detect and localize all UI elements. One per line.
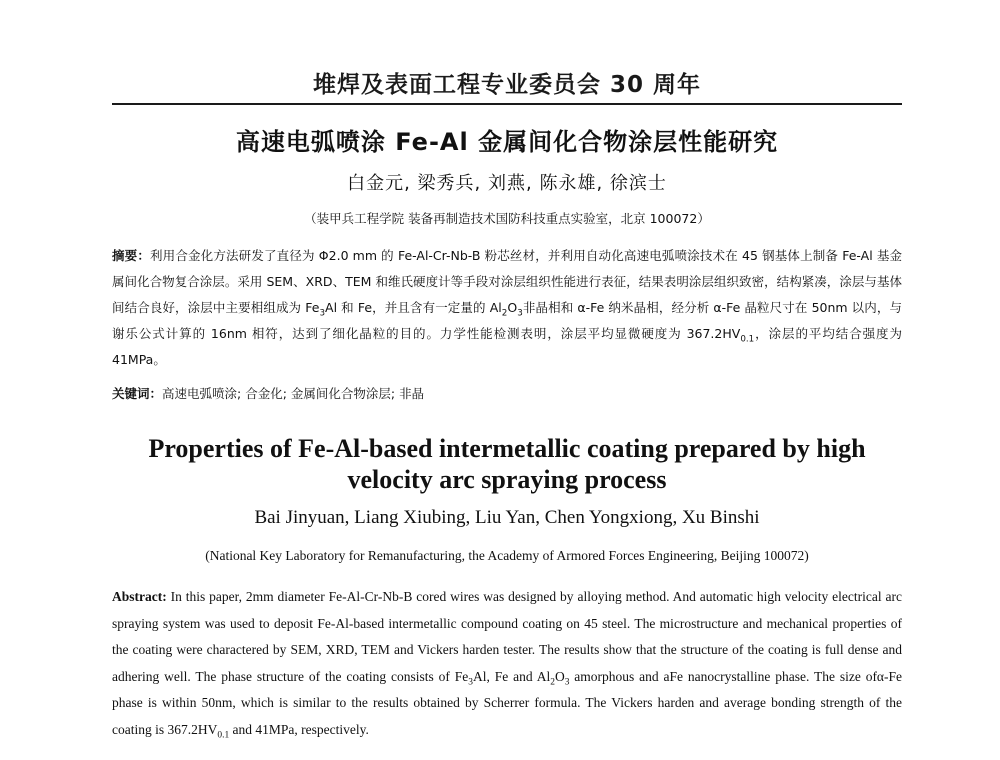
english-abstract-text: and 41MPa, respectively. — [229, 721, 369, 737]
chinese-title: 高速电弧喷涂 Fe-Al 金属间化合物涂层性能研究 — [235, 128, 779, 156]
english-abstract — [112, 584, 902, 744]
chinese-keywords-text: 高速电弧喷涂; 合金化; 金属间化合物涂层; 非晶 — [162, 386, 425, 401]
subscript: 3 — [319, 308, 326, 319]
chinese-abstract — [112, 243, 902, 373]
english-title-line: Properties of Fe-Al-based intermetallic coating prepared by high — [148, 434, 866, 463]
english-affiliation: (National Key Laboratory for Remanufacturing, the Academy of Armored Forces Engineering, Beijing 100072) — [205, 548, 809, 563]
subscript: 0.1 — [217, 730, 230, 741]
chinese-abstract-text: 非晶相和 α-Fe 纳米晶相，经分析 α-Fe 晶粒尺寸在 50nm 以内，与谢乐公式计算的 16nm 相符，达到了细化晶粒的目的。力学性能检测表明，涂层平均显微硬度为 367.2HV — [112, 300, 903, 341]
english-title-line: velocity arc spraying process — [347, 465, 667, 494]
chinese-abstract-text: O — [507, 300, 518, 315]
subscript: 3 — [517, 308, 523, 319]
english-authors: Bai Jinyuan, Liang Xiubing, Liu Yan, Chen Yongxiong, Xu Binshi — [254, 507, 760, 528]
subscript: 3 — [564, 677, 570, 688]
chinese-abstract-text: ，涂层的平均结合强度为 41MPa。 — [112, 326, 902, 367]
english-abstract-label: Abstract: — [112, 589, 167, 604]
chinese-keywords-label: 关键词： — [112, 386, 163, 401]
header-rule — [112, 103, 902, 105]
english-abstract-text: amorphous and aFe nanocrystalline phase. The size ofα-Fe phase is within 50nm, which is similar to the results obtained by Scherrer formula. The Vickers harden and average bonding strength of the coating is 367.2HV — [112, 668, 903, 737]
chinese-abstract-text: 利用合金化方法研发了直径为 Φ2.0 mm 的 Fe-Al-Cr-Nb-B 粉芯丝材，并利用自动化高速电弧喷涂技术在 45 钢基体上制备 Fe-Al 基金属间化合物复合涂层。采用 SEM、XRD、TEM 和维氏硬度计等手段对涂层组织性能进行表征，结果表明涂层组织致密，结构紧凑，涂层与基体间结合良好，涂层中主要相组成为 Fe — [112, 248, 902, 315]
subscript: 2 — [550, 677, 555, 688]
english-abstract-text: In this paper, 2mm diameter Fe-Al-Cr-Nb-B cored wires was designed by alloying method. And automatic high velocity electrical arc spraying system was used to deposit Fe-Al-based intermetallic compound coating on 45 steel. The microstructure and mechanical properties of the coating were charactered by SEM, XRD, TEM and Vickers harden tester. The results show that the structure of the coating is full dense and adhering well. The phase structure of the coating consists of Fe — [112, 589, 902, 684]
chinese-abstract-label: 摘要： — [112, 248, 150, 263]
english-abstract-text: O — [554, 668, 565, 684]
subscript: 0.1 — [740, 334, 755, 345]
chinese-abstract-text: Al 和 Fe，并且含有一定量的 Al — [325, 300, 502, 315]
subscript: 2 — [501, 308, 508, 319]
chinese-keywords — [112, 384, 902, 402]
section-header: 堆焊及表面工程专业委员会 30 周年 — [312, 72, 702, 98]
english-title — [112, 433, 902, 495]
chinese-affiliation: （装甲兵工程学院 装备再制造技术国防科技重点实验室，北京 100072） — [304, 211, 710, 226]
chinese-authors: 白金元, 梁秀兵, 刘燕, 陈永雄, 徐滨士 — [347, 173, 667, 194]
english-abstract-text: Al, Fe and Al — [472, 668, 551, 684]
subscript: 3 — [468, 677, 473, 688]
